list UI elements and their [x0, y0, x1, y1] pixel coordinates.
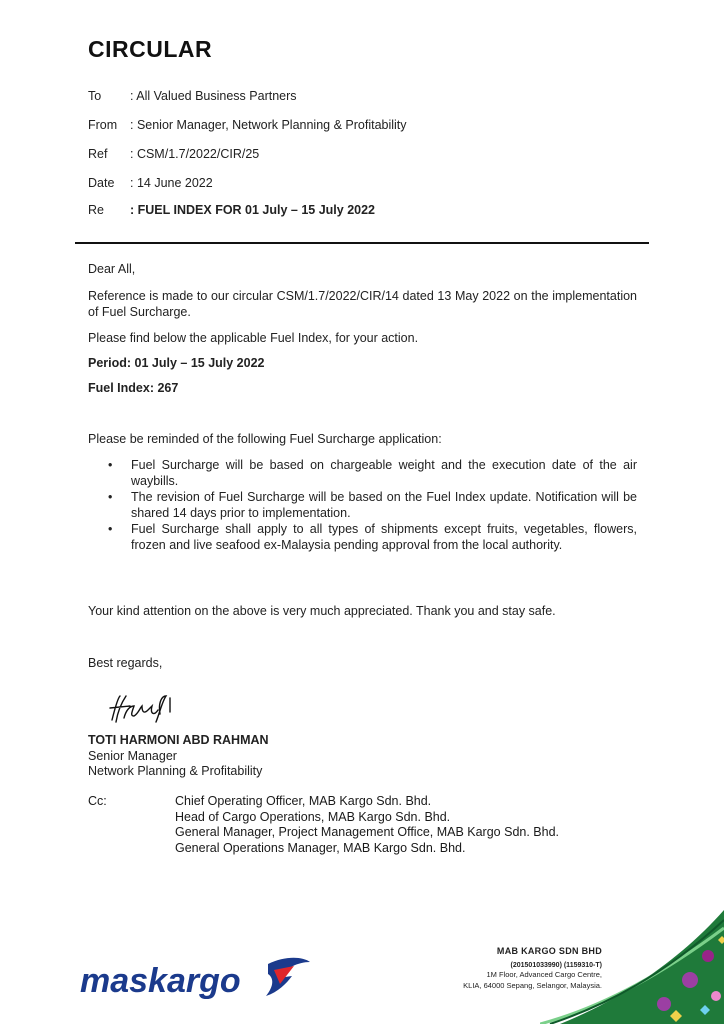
cc-item: Head of Cargo Operations, MAB Kargo Sdn. Bhd. — [175, 809, 451, 824]
logo-wordmark: maskargo — [80, 962, 241, 1000]
surcharge-list — [88, 458, 637, 554]
to-value: : All Valued Business Partners — [130, 89, 297, 103]
fuel-index-line: Fuel Index: 267 — [88, 381, 179, 395]
list-item: • Fuel Surcharge shall apply to all types of shipments except fruits, vegetables, flowers, frozen and live seafood ex-Malaysia pending approval from the local authority. — [108, 522, 637, 552]
cc-list — [175, 794, 559, 856]
ref-row — [88, 147, 259, 161]
reminder-paragraph: Please be reminded of the following Fuel Surcharge application: — [88, 432, 442, 446]
re-row — [88, 203, 375, 217]
signature-image — [108, 692, 180, 726]
company-name: MAB KARGO SDN BHD — [496, 946, 602, 956]
period-line: Period: 01 July – 15 July 2022 — [88, 356, 265, 370]
date-label: Date — [88, 176, 115, 190]
address-line-2: KLIA, 64000 Sepang, Selangor, Malaysia. — [463, 981, 602, 990]
cc-item: General Operations Manager, MAB Kargo Sdn. Bhd. — [175, 840, 466, 855]
maskargo-logo — [80, 950, 320, 1006]
greeting: Dear All, — [88, 262, 136, 276]
regards: Best regards, — [88, 656, 163, 670]
date-value: : 14 June 2022 — [130, 176, 213, 190]
to-row — [88, 89, 297, 103]
date-row — [88, 176, 213, 190]
from-label: From — [88, 118, 118, 132]
cc-label: Cc: — [88, 794, 107, 808]
ref-label: Ref — [88, 147, 108, 161]
bullet-icon: • — [108, 490, 113, 504]
from-value: : Senior Manager, Network Planning & Profitability — [130, 118, 407, 132]
cc-item: Chief Operating Officer, MAB Kargo Sdn. Bhd. — [175, 794, 432, 808]
to-label: To — [88, 89, 102, 103]
closing-paragraph: Your kind attention on the above is very much appreciated. Thank you and stay safe. — [88, 604, 556, 618]
re-label: Re — [88, 203, 104, 217]
company-block — [440, 946, 602, 991]
signatory-name: TOTI HARMONI ABD RAHMAN — [88, 733, 269, 747]
re-value: : FUEL INDEX FOR 01 July – 15 July 2022 — [130, 203, 376, 217]
instruction-paragraph: Please find below the applicable Fuel Index, for your action. — [88, 331, 419, 345]
kite-icon — [266, 958, 310, 996]
signatory-title: Senior Manager — [88, 749, 177, 763]
header-divider — [75, 242, 649, 244]
address-line-1: 1M Floor, Advanced Cargo Centre, — [486, 970, 602, 979]
reference-paragraph: Reference is made to our circular CSM/1.7/2022/CIR/14 dated 13 May 2022 on the implementation of Fuel Surcharge. — [88, 289, 637, 319]
cc-item: General Manager, Project Management Office, MAB Kargo Sdn. Bhd. — [175, 825, 560, 839]
from-row — [88, 118, 407, 132]
signatory-department: Network Planning & Profitability — [88, 764, 263, 778]
company-registration: (201501033990) (1159310-T) — [510, 962, 602, 969]
ref-value: : CSM/1.7/2022/CIR/25 — [130, 147, 260, 161]
bullet-icon: • — [108, 522, 113, 536]
list-item: • The revision of Fuel Surcharge will be based on the Fuel Index update. Notification will be shared 14 days prior to implementation. — [108, 490, 637, 520]
list-item: • Fuel Surcharge will be based on chargeable weight and the execution date of the air waybills. — [108, 458, 637, 488]
bullet-icon: • — [108, 458, 113, 472]
page-title: CIRCULAR — [88, 36, 213, 62]
